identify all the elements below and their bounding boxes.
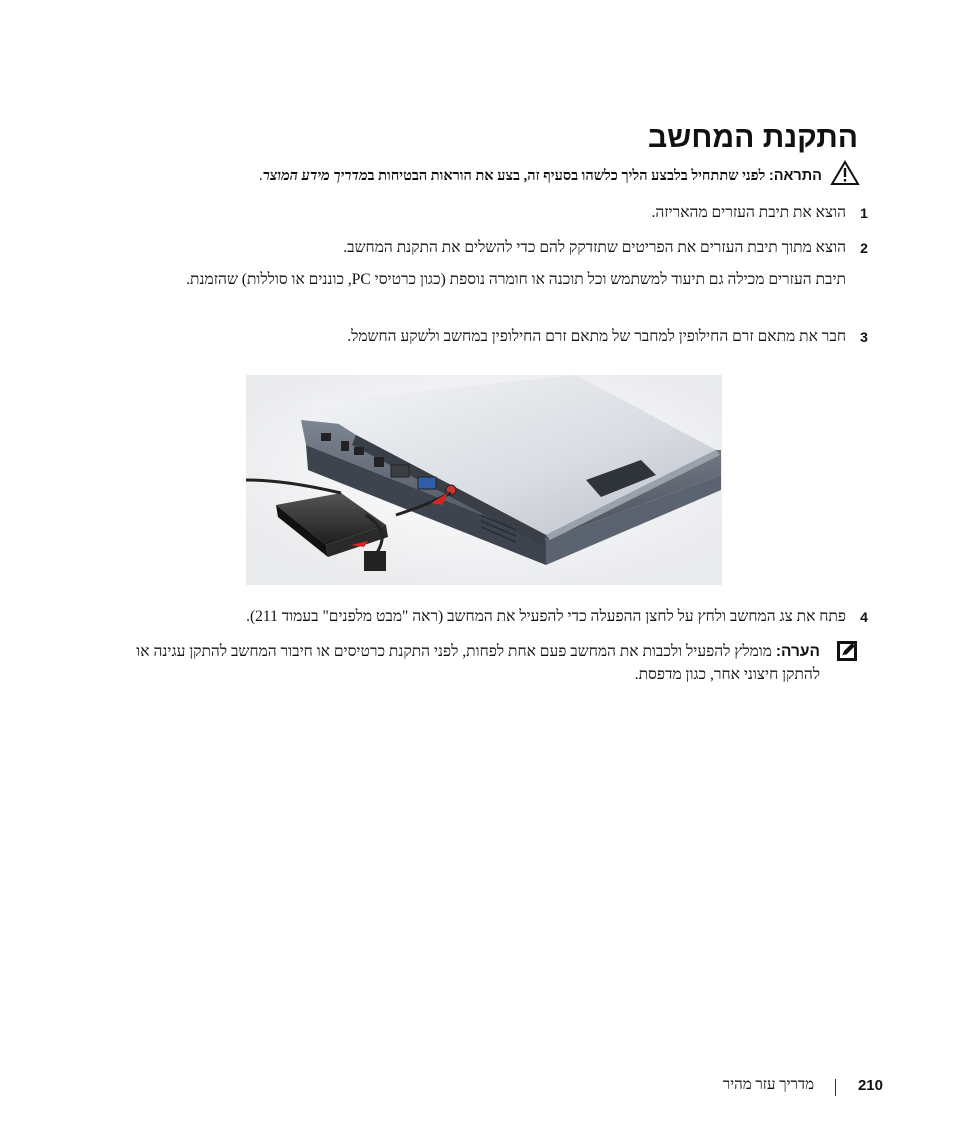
step-text: הוצא מתוך תיבת העזרים את הפריטים שתזדקק להם כדי להשלים את התקנת המחשב. bbox=[343, 239, 846, 256]
step-text: הוצא את תיבת העזרים מהאריזה. bbox=[651, 204, 846, 221]
caution-body: לפני שתתחיל בלבצע הליך כלשהו בסעיף זה, בצע את הוראות הבטיחות ב bbox=[367, 168, 766, 184]
caution-end: . bbox=[259, 168, 263, 184]
guide-name: מדריך מידע המוצר bbox=[262, 168, 368, 184]
footer-separator bbox=[835, 1079, 836, 1096]
note-text bbox=[120, 640, 820, 686]
step-text: פתח את צג המחשב ולחץ על לחצן ההפעלה כדי להפעיל את המחשב (ראה "מבט מלפנים" בעמוד 211). bbox=[246, 608, 846, 625]
step-text: חבר את מתאם זרם החילופין למחבר של מתאם זרם החילופין במחשב ולשקע החשמל. bbox=[347, 328, 846, 345]
step-4 bbox=[100, 606, 868, 628]
step-number: 2 bbox=[860, 240, 868, 256]
caution-label: התראה: bbox=[768, 168, 822, 184]
step-number: 1 bbox=[860, 205, 868, 221]
step-number: 3 bbox=[860, 329, 868, 345]
warning-triangle-icon bbox=[830, 160, 860, 186]
page-number: 210 bbox=[857, 1077, 883, 1094]
book-title: מדריך עזר מהיר bbox=[722, 1077, 814, 1093]
step-3 bbox=[100, 326, 868, 348]
step-extra-text: תיבת העזרים מכילה גם תיעוד למשתמש וכל תוכנה או חומרה נוספת (כגון כרטיסי PC, כוננים או סוללות) שהזמנת. bbox=[186, 271, 846, 288]
step-number: 4 bbox=[860, 609, 868, 625]
note-body: מומלץ להפעיל ולכבות את המחשב פעם אחת לפחות, לפני התקנת כרטיסים או חיבור המחשב להתקן עגינה או להתקן חיצוני אחר, כגון מדפסת. bbox=[136, 643, 820, 683]
note-pencil-icon bbox=[836, 640, 858, 662]
note-label: הערה: bbox=[775, 643, 820, 660]
step-1 bbox=[100, 202, 868, 224]
caution-box bbox=[70, 156, 860, 196]
laptop-ac-adapter-illustration bbox=[246, 375, 722, 585]
page-footer bbox=[0, 1077, 954, 1103]
caution-text bbox=[70, 166, 822, 186]
step-2 bbox=[100, 237, 868, 292]
page-title: התקנת המחשב bbox=[647, 121, 858, 154]
